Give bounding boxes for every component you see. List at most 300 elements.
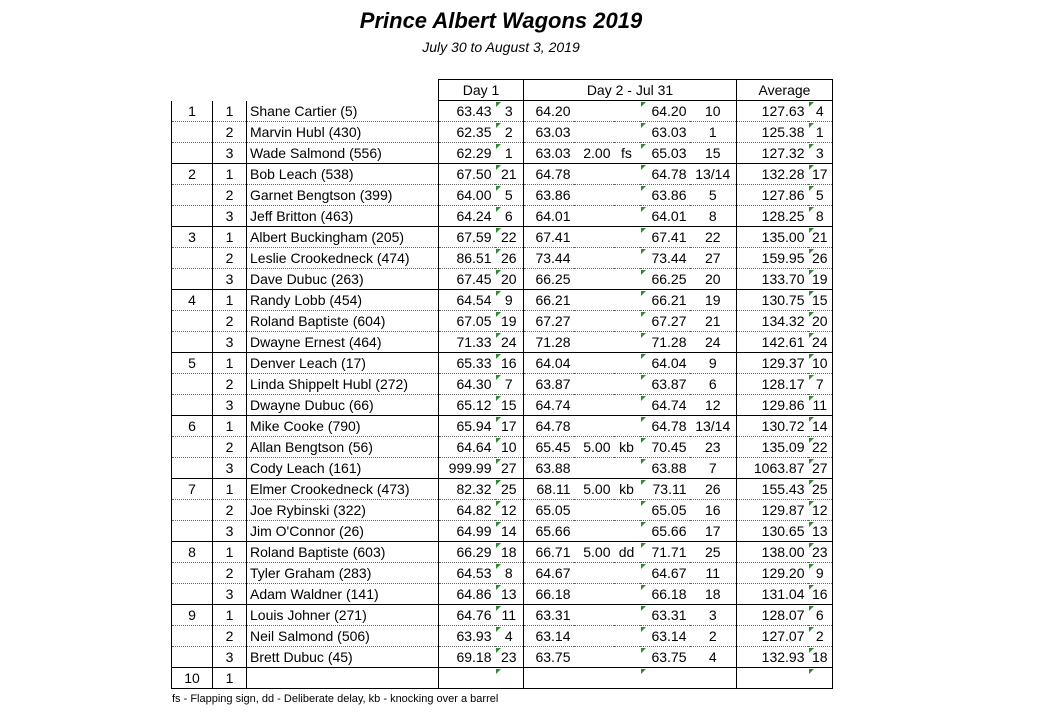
day2-penalty-code-cell <box>614 290 640 311</box>
average-time-cell: 155.43 <box>737 479 808 500</box>
table-row <box>172 353 833 374</box>
average-time-cell: 128.17 <box>737 374 808 395</box>
day2-penalty-cell <box>574 500 614 521</box>
day1-time-cell: 64.86 <box>439 584 495 605</box>
average-time-cell: 142.61 <box>737 332 808 353</box>
average-rank-cell: 15 <box>808 290 833 311</box>
average-time-cell: 131.04 <box>737 584 808 605</box>
group-cell <box>172 122 213 143</box>
average-time-cell: 135.09 <box>737 437 808 458</box>
average-time-cell: 1063.87 <box>737 458 808 479</box>
day2-penalty-code-cell <box>614 374 640 395</box>
day2-time-cell: 64.04 <box>640 353 690 374</box>
group-cell <box>172 269 213 290</box>
average-time-cell <box>737 668 808 689</box>
average-rank-cell: 9 <box>808 563 833 584</box>
average-time-cell: 138.00 <box>737 542 808 563</box>
average-rank-cell: 18 <box>808 647 833 668</box>
position-cell: 2 <box>213 500 247 521</box>
group-cell <box>172 248 213 269</box>
average-rank-cell: 17 <box>808 164 833 185</box>
page-subtitle: July 30 to August 3, 2019 <box>422 39 580 55</box>
day2-raw-time-cell: 64.74 <box>524 395 574 416</box>
average-rank-cell: 8 <box>808 206 833 227</box>
position-cell: 1 <box>213 542 247 563</box>
average-rank-cell: 13 <box>808 521 833 542</box>
day2-raw-time-cell: 64.01 <box>524 206 574 227</box>
group-cell <box>172 626 213 647</box>
table-row <box>172 374 833 395</box>
page-title: Prince Albert Wagons 2019 <box>359 8 643 33</box>
day2-penalty-code-cell <box>614 521 640 542</box>
table-row <box>172 626 833 647</box>
day2-raw-time-cell: 63.87 <box>524 374 574 395</box>
day1-rank-cell: 5 <box>495 185 524 206</box>
driver-name-cell: Neil Salmond (506) <box>247 626 439 647</box>
group-cell: 8 <box>172 542 213 563</box>
position-cell: 1 <box>213 227 247 248</box>
table-row <box>172 563 833 584</box>
day2-penalty-code-cell <box>614 500 640 521</box>
day2-rank-cell: 17 <box>690 521 737 542</box>
day1-rank-cell: 7 <box>495 374 524 395</box>
group-cell: 4 <box>172 290 213 311</box>
day2-penalty-code-cell <box>614 206 640 227</box>
position-cell: 3 <box>213 647 247 668</box>
day2-raw-time-cell: 66.71 <box>524 542 574 563</box>
table-row <box>172 458 833 479</box>
day1-time-cell: 86.51 <box>439 248 495 269</box>
day2-penalty-cell <box>574 647 614 668</box>
day2-raw-time-cell: 63.88 <box>524 458 574 479</box>
day2-raw-time-cell: 66.21 <box>524 290 574 311</box>
day1-rank-cell: 27 <box>495 458 524 479</box>
table-row <box>172 500 833 521</box>
day2-raw-time-cell: 64.67 <box>524 563 574 584</box>
day1-rank-cell: 14 <box>495 521 524 542</box>
average-rank-cell: 3 <box>808 143 833 164</box>
table-row <box>172 668 833 689</box>
driver-name-cell: Randy Lobb (454) <box>247 290 439 311</box>
average-time-cell: 129.86 <box>737 395 808 416</box>
day2-penalty-cell <box>574 353 614 374</box>
position-cell: 1 <box>213 290 247 311</box>
day2-penalty-cell <box>574 206 614 227</box>
average-time-cell: 129.37 <box>737 353 808 374</box>
day1-rank-cell: 10 <box>495 437 524 458</box>
day2-penalty-cell <box>574 269 614 290</box>
position-cell: 1 <box>213 416 247 437</box>
driver-name-cell: Wade Salmond (556) <box>247 143 439 164</box>
day2-rank-cell: 15 <box>690 143 737 164</box>
table-row <box>172 521 833 542</box>
average-rank-cell: 14 <box>808 416 833 437</box>
position-cell: 2 <box>213 248 247 269</box>
day1-rank-cell: 24 <box>495 332 524 353</box>
average-time-cell: 129.87 <box>737 500 808 521</box>
average-rank-cell: 16 <box>808 584 833 605</box>
position-cell: 1 <box>213 605 247 626</box>
table-row <box>172 185 833 206</box>
position-cell: 1 <box>213 164 247 185</box>
driver-name-cell: Dave Dubuc (263) <box>247 269 439 290</box>
day2-rank-cell: 12 <box>690 395 737 416</box>
day2-rank-cell: 6 <box>690 374 737 395</box>
day2-raw-time-cell: 65.66 <box>524 521 574 542</box>
position-cell: 3 <box>213 143 247 164</box>
driver-name-cell: Brett Dubuc (45) <box>247 647 439 668</box>
position-cell: 2 <box>213 626 247 647</box>
day1-rank-cell: 6 <box>495 206 524 227</box>
driver-name-cell: Elmer Crookedneck (473) <box>247 479 439 500</box>
day2-time-cell: 70.45 <box>640 437 690 458</box>
group-cell: 7 <box>172 479 213 500</box>
table-row <box>172 395 833 416</box>
table-row <box>172 206 833 227</box>
day2-time-cell: 73.11 <box>640 479 690 500</box>
day2-rank-cell: 8 <box>690 206 737 227</box>
table-row <box>172 647 833 668</box>
average-rank-cell: 2 <box>808 626 833 647</box>
day2-rank-cell: 10 <box>690 101 737 122</box>
day2-penalty-code-cell <box>614 668 640 689</box>
group-cell <box>172 500 213 521</box>
day2-rank-cell: 27 <box>690 248 737 269</box>
day1-rank-cell: 18 <box>495 542 524 563</box>
average-time-cell: 127.63 <box>737 101 808 122</box>
driver-name-cell: Allan Bengtson (56) <box>247 437 439 458</box>
day2-time-cell: 73.44 <box>640 248 690 269</box>
position-cell: 3 <box>213 458 247 479</box>
table-row <box>172 479 833 500</box>
day2-raw-time-cell: 73.44 <box>524 248 574 269</box>
group-cell <box>172 584 213 605</box>
day1-rank-cell: 9 <box>495 290 524 311</box>
footnote: fs - Flapping sign, dd - Deliberate delay, kb - knocking over a barrel <box>172 693 499 705</box>
table-row <box>172 122 833 143</box>
table-row <box>172 143 833 164</box>
day2-time-cell: 66.18 <box>640 584 690 605</box>
day2-time-cell: 64.78 <box>640 164 690 185</box>
average-time-cell: 133.70 <box>737 269 808 290</box>
day2-penalty-code-cell <box>614 647 640 668</box>
table-row <box>172 542 833 563</box>
day1-time-cell: 65.33 <box>439 353 495 374</box>
day2-penalty-cell <box>574 185 614 206</box>
position-cell: 2 <box>213 563 247 584</box>
day2-penalty-cell: 5.00 <box>574 479 614 500</box>
day2-penalty-code-cell: fs <box>614 143 640 164</box>
group-cell: 9 <box>172 605 213 626</box>
day1-time-cell: 67.50 <box>439 164 495 185</box>
day2-penalty-cell <box>574 563 614 584</box>
day2-time-cell: 67.41 <box>640 227 690 248</box>
day2-penalty-cell <box>574 311 614 332</box>
day2-penalty-cell <box>574 521 614 542</box>
day1-rank-cell: 25 <box>495 479 524 500</box>
table-row <box>172 311 833 332</box>
day1-rank-cell: 1 <box>495 143 524 164</box>
group-cell: 5 <box>172 353 213 374</box>
day2-raw-time-cell: 64.78 <box>524 416 574 437</box>
day1-time-cell: 62.35 <box>439 122 495 143</box>
average-rank-cell: 22 <box>808 437 833 458</box>
day2-raw-time-cell: 65.05 <box>524 500 574 521</box>
day1-time-cell: 66.29 <box>439 542 495 563</box>
day2-time-cell: 66.25 <box>640 269 690 290</box>
day2-time-cell: 64.67 <box>640 563 690 584</box>
day2-time-cell: 71.71 <box>640 542 690 563</box>
average-time-cell: 128.07 <box>737 605 808 626</box>
day1-time-cell: 65.12 <box>439 395 495 416</box>
day1-rank-cell: 8 <box>495 563 524 584</box>
day2-penalty-cell: 5.00 <box>574 437 614 458</box>
day2-raw-time-cell: 66.18 <box>524 584 574 605</box>
day2-raw-time-cell: 64.20 <box>524 101 574 122</box>
day2-penalty-code-cell <box>614 122 640 143</box>
driver-name-cell <box>247 668 439 689</box>
group-cell <box>172 647 213 668</box>
day1-time-cell: 67.59 <box>439 227 495 248</box>
day1-rank-cell: 12 <box>495 500 524 521</box>
driver-name-cell: Tyler Graham (283) <box>247 563 439 584</box>
driver-name-cell: Linda Shippelt Hubl (272) <box>247 374 439 395</box>
header-average: Average <box>737 80 833 101</box>
day2-time-cell: 67.27 <box>640 311 690 332</box>
average-rank-cell: 26 <box>808 248 833 269</box>
day2-raw-time-cell <box>524 668 574 689</box>
day2-time-cell <box>640 668 690 689</box>
day2-penalty-code-cell <box>614 626 640 647</box>
position-cell: 3 <box>213 269 247 290</box>
day2-penalty-cell <box>574 395 614 416</box>
average-time-cell: 132.28 <box>737 164 808 185</box>
average-rank-cell: 21 <box>808 227 833 248</box>
table-row <box>172 227 833 248</box>
driver-name-cell: Adam Waldner (141) <box>247 584 439 605</box>
header-day1: Day 1 <box>439 80 524 101</box>
group-cell <box>172 332 213 353</box>
day2-time-cell: 65.66 <box>640 521 690 542</box>
day2-time-cell: 71.28 <box>640 332 690 353</box>
driver-name-cell: Garnet Bengtson (399) <box>247 185 439 206</box>
day2-rank-cell: 9 <box>690 353 737 374</box>
average-time-cell: 129.20 <box>737 563 808 584</box>
position-cell: 1 <box>213 101 247 122</box>
average-rank-cell: 23 <box>808 542 833 563</box>
results-table <box>171 79 833 689</box>
day1-rank-cell: 26 <box>495 248 524 269</box>
driver-name-cell: Albert Buckingham (205) <box>247 227 439 248</box>
day2-time-cell: 66.21 <box>640 290 690 311</box>
day2-penalty-code-cell <box>614 395 640 416</box>
day1-rank-cell: 11 <box>495 605 524 626</box>
day2-penalty-code-cell <box>614 311 640 332</box>
group-cell: 3 <box>172 227 213 248</box>
day1-rank-cell: 19 <box>495 311 524 332</box>
position-cell: 1 <box>213 479 247 500</box>
group-cell <box>172 143 213 164</box>
day1-time-cell: 999.99 <box>439 458 495 479</box>
day2-penalty-cell <box>574 248 614 269</box>
average-time-cell: 127.07 <box>737 626 808 647</box>
day2-raw-time-cell: 67.41 <box>524 227 574 248</box>
day1-time-cell: 69.18 <box>439 647 495 668</box>
day2-raw-time-cell: 63.03 <box>524 143 574 164</box>
group-cell <box>172 563 213 584</box>
header-row <box>172 80 833 101</box>
day2-raw-time-cell: 63.86 <box>524 185 574 206</box>
day1-time-cell: 71.33 <box>439 332 495 353</box>
table-row <box>172 437 833 458</box>
day1-rank-cell: 20 <box>495 269 524 290</box>
driver-name-cell: Dwayne Dubuc (66) <box>247 395 439 416</box>
group-cell: 1 <box>172 101 213 122</box>
day2-time-cell: 64.01 <box>640 206 690 227</box>
day2-raw-time-cell: 63.14 <box>524 626 574 647</box>
day2-penalty-cell <box>574 290 614 311</box>
day2-time-cell: 64.20 <box>640 101 690 122</box>
day2-time-cell: 64.74 <box>640 395 690 416</box>
driver-name-cell: Louis Johner (271) <box>247 605 439 626</box>
day2-penalty-code-cell <box>614 332 640 353</box>
day2-rank-cell: 24 <box>690 332 737 353</box>
average-rank-cell: 4 <box>808 101 833 122</box>
day2-penalty-cell <box>574 626 614 647</box>
day2-rank-cell: 4 <box>690 647 737 668</box>
day2-time-cell: 63.03 <box>640 122 690 143</box>
position-cell: 1 <box>213 353 247 374</box>
day2-rank-cell: 18 <box>690 584 737 605</box>
day2-raw-time-cell: 63.75 <box>524 647 574 668</box>
average-rank-cell: 24 <box>808 332 833 353</box>
day1-rank-cell: 23 <box>495 647 524 668</box>
average-rank-cell: 25 <box>808 479 833 500</box>
driver-name-cell: Joe Rybinski (322) <box>247 500 439 521</box>
position-cell: 1 <box>213 668 247 689</box>
day1-time-cell: 62.29 <box>439 143 495 164</box>
day2-penalty-code-cell <box>614 563 640 584</box>
day1-time-cell: 64.99 <box>439 521 495 542</box>
day2-penalty-code-cell <box>614 353 640 374</box>
table-row <box>172 248 833 269</box>
day2-penalty-cell <box>574 605 614 626</box>
day2-penalty-cell <box>574 164 614 185</box>
day1-time-cell: 67.45 <box>439 269 495 290</box>
position-cell: 3 <box>213 206 247 227</box>
day2-rank-cell: 23 <box>690 437 737 458</box>
day2-penalty-code-cell <box>614 584 640 605</box>
driver-name-cell: Leslie Crookedneck (474) <box>247 248 439 269</box>
driver-name-cell: Jeff Britton (463) <box>247 206 439 227</box>
day2-penalty-cell <box>574 101 614 122</box>
day2-penalty-code-cell: kb <box>614 437 640 458</box>
table-row <box>172 584 833 605</box>
average-time-cell: 135.00 <box>737 227 808 248</box>
average-rank-cell: 7 <box>808 374 833 395</box>
day2-rank-cell: 26 <box>690 479 737 500</box>
day2-rank-cell: 13/14 <box>690 416 737 437</box>
day2-raw-time-cell: 64.04 <box>524 353 574 374</box>
day2-penalty-cell <box>574 416 614 437</box>
group-cell <box>172 437 213 458</box>
driver-name-cell: Denver Leach (17) <box>247 353 439 374</box>
day2-raw-time-cell: 68.11 <box>524 479 574 500</box>
day2-penalty-code-cell <box>614 101 640 122</box>
driver-name-cell: Cody Leach (161) <box>247 458 439 479</box>
day1-time-cell: 64.00 <box>439 185 495 206</box>
day1-rank-cell: 4 <box>495 626 524 647</box>
average-rank-cell: 10 <box>808 353 833 374</box>
driver-name-cell: Dwayne Ernest (464) <box>247 332 439 353</box>
group-cell <box>172 458 213 479</box>
position-cell: 3 <box>213 521 247 542</box>
group-cell <box>172 374 213 395</box>
day2-time-cell: 63.75 <box>640 647 690 668</box>
day2-penalty-code-cell <box>614 458 640 479</box>
day2-rank-cell: 11 <box>690 563 737 584</box>
day2-penalty-cell <box>574 374 614 395</box>
table-row <box>172 605 833 626</box>
day2-penalty-code-cell: dd <box>614 542 640 563</box>
average-time-cell: 128.25 <box>737 206 808 227</box>
day1-time-cell: 64.54 <box>439 290 495 311</box>
day2-penalty-code-cell <box>614 248 640 269</box>
driver-name-cell: Marvin Hubl (430) <box>247 122 439 143</box>
day1-rank-cell: 17 <box>495 416 524 437</box>
day2-raw-time-cell: 65.45 <box>524 437 574 458</box>
day2-rank-cell: 25 <box>690 542 737 563</box>
average-time-cell: 130.65 <box>737 521 808 542</box>
day2-time-cell: 63.14 <box>640 626 690 647</box>
average-time-cell: 127.32 <box>737 143 808 164</box>
average-rank-cell: 6 <box>808 605 833 626</box>
day2-penalty-cell: 5.00 <box>574 542 614 563</box>
table-row <box>172 164 833 185</box>
day2-rank-cell: 3 <box>690 605 737 626</box>
day2-raw-time-cell: 71.28 <box>524 332 574 353</box>
day2-penalty-cell <box>574 122 614 143</box>
day1-time-cell: 64.82 <box>439 500 495 521</box>
day1-rank-cell: 21 <box>495 164 524 185</box>
day2-raw-time-cell: 66.25 <box>524 269 574 290</box>
group-cell <box>172 185 213 206</box>
day1-rank-cell: 13 <box>495 584 524 605</box>
day2-penalty-cell <box>574 332 614 353</box>
group-cell: 10 <box>172 668 213 689</box>
day1-time-cell: 67.05 <box>439 311 495 332</box>
day2-time-cell: 63.31 <box>640 605 690 626</box>
table-row <box>172 290 833 311</box>
driver-name-cell: Shane Cartier (5) <box>247 101 439 122</box>
day2-penalty-code-cell <box>614 227 640 248</box>
day2-penalty-code-cell: kb <box>614 479 640 500</box>
day2-rank-cell: 2 <box>690 626 737 647</box>
position-cell: 2 <box>213 311 247 332</box>
header-day2: Day 2 - Jul 31 <box>524 80 737 101</box>
day2-penalty-cell <box>574 458 614 479</box>
day2-time-cell: 63.87 <box>640 374 690 395</box>
average-rank-cell: 20 <box>808 311 833 332</box>
day2-raw-time-cell: 63.31 <box>524 605 574 626</box>
day2-penalty-code-cell <box>614 185 640 206</box>
day1-time-cell <box>439 668 495 689</box>
average-rank-cell: 5 <box>808 185 833 206</box>
day1-rank-cell: 16 <box>495 353 524 374</box>
day2-time-cell: 63.88 <box>640 458 690 479</box>
day2-raw-time-cell: 64.78 <box>524 164 574 185</box>
driver-name-cell: Roland Baptiste (604) <box>247 311 439 332</box>
